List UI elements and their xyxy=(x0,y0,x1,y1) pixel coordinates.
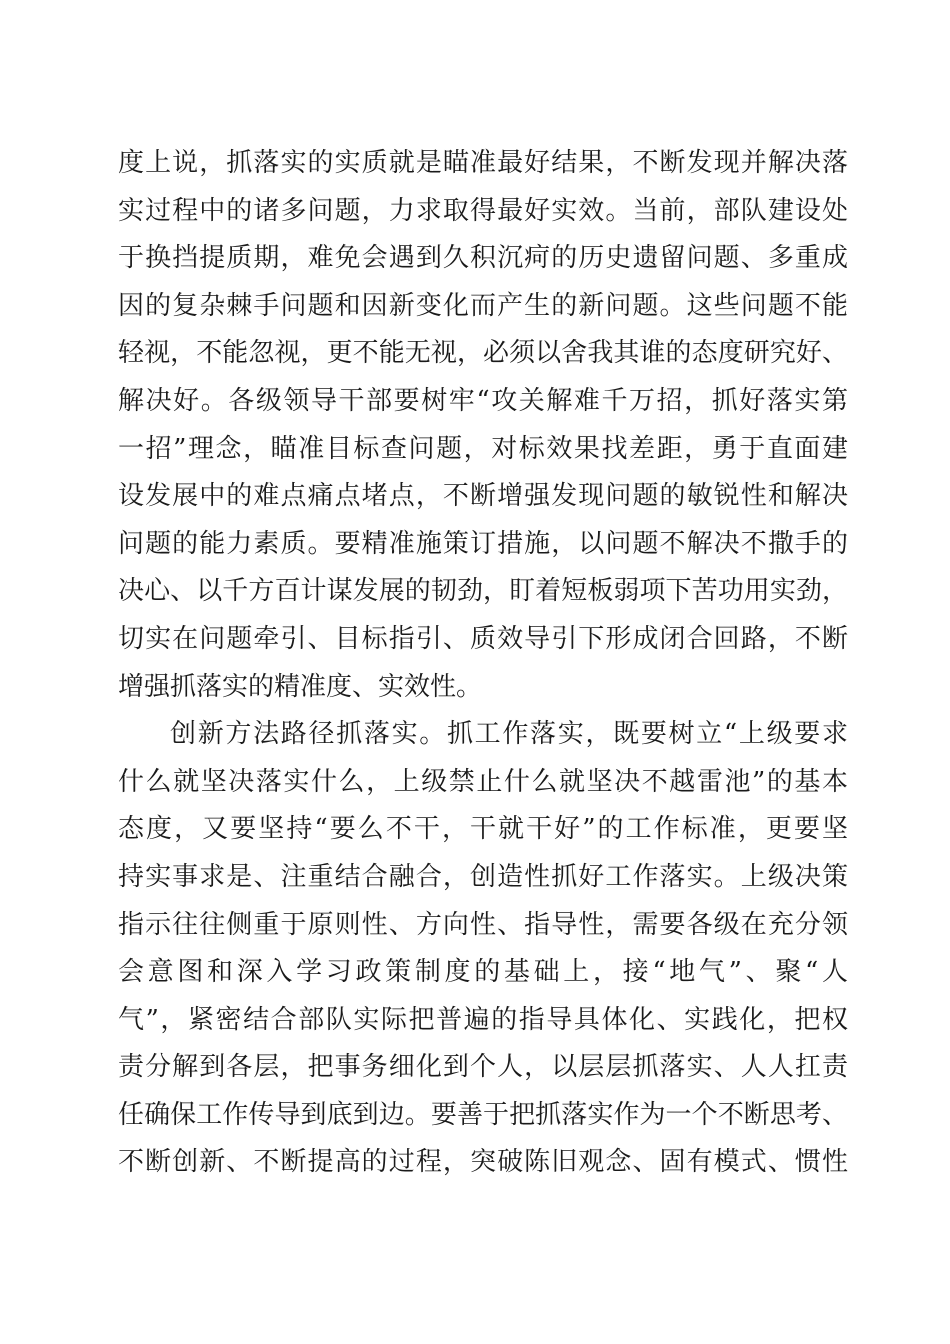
paragraph-2 xyxy=(118,711,848,1187)
paragraph-line: 会意图和深入学习政策制度的基础上，接“地气”、聚“人 xyxy=(118,957,848,988)
paragraph-line: 创新方法路径抓落实。抓工作落实，既要树立“上级要求 xyxy=(170,719,848,750)
paragraph-line: 设发展中的难点痛点堵点，不断增强发现问题的敏锐性和解决 xyxy=(118,481,848,512)
paragraph-line: 因的复杂棘手问题和因新变化而产生的新问题。这些问题不能 xyxy=(118,290,848,321)
paragraph-1 xyxy=(118,140,848,711)
paragraph-line: 什么就坚决落实什么，上级禁止什么就坚决不越雷池”的基本 xyxy=(118,766,848,797)
paragraph-line: 任确保工作传导到底到边。要善于把抓落实作为一个不断思考、 xyxy=(118,1099,848,1130)
paragraph-line: 一招”理念，瞄准目标查问题，对标效果找差距，勇于直面建 xyxy=(118,433,848,464)
paragraph-line: 增强抓落实的精准度、实效性。 xyxy=(118,671,483,702)
paragraph-line: 问题的能力素质。要精准施策订措施，以问题不解决不撒手的 xyxy=(118,528,848,559)
paragraph-line: 责分解到各层，把事务细化到个人，以层层抓落实、人人扛责 xyxy=(118,1052,848,1083)
paragraph-line: 决心、以千方百计谋发展的韧劲，盯着短板弱项下苦功用实劲， xyxy=(118,576,848,607)
paragraph-line: 实过程中的诸多问题，力求取得最好实效。当前，部队建设处 xyxy=(118,195,848,226)
paragraph-line: 指示往往侧重于原则性、方向性、指导性，需要各级在充分领 xyxy=(118,909,848,940)
paragraph-line: 轻视，不能忽视，更不能无视，必须以舍我其谁的态度研究好、 xyxy=(118,338,848,369)
paragraph-line: 态度，又要坚持“要么不干，干就干好”的工作标准，更要坚 xyxy=(118,814,848,845)
paragraph-line: 不断创新、不断提高的过程，突破陈旧观念、固有模式、惯性 xyxy=(118,1147,848,1178)
paragraph-line: 于换挡提质期，难免会遇到久积沉疴的历史遗留问题、多重成 xyxy=(118,243,848,274)
paragraph-line: 持实事求是、注重结合融合，创造性抓好工作落实。上级决策 xyxy=(118,861,848,892)
document-body xyxy=(118,140,848,1187)
paragraph-line: 切实在问题牵引、目标指引、质效导引下形成闭合回路，不断 xyxy=(118,623,848,654)
paragraph-line: 解决好。各级领导干部要树牢“攻关解难千万招，抓好落实第 xyxy=(118,385,848,416)
paragraph-line: 度上说，抓落实的实质就是瞄准最好结果，不断发现并解决落 xyxy=(118,148,848,178)
paragraph-line: 气”，紧密结合部队实际把普遍的指导具体化、实践化，把权 xyxy=(118,1004,848,1035)
